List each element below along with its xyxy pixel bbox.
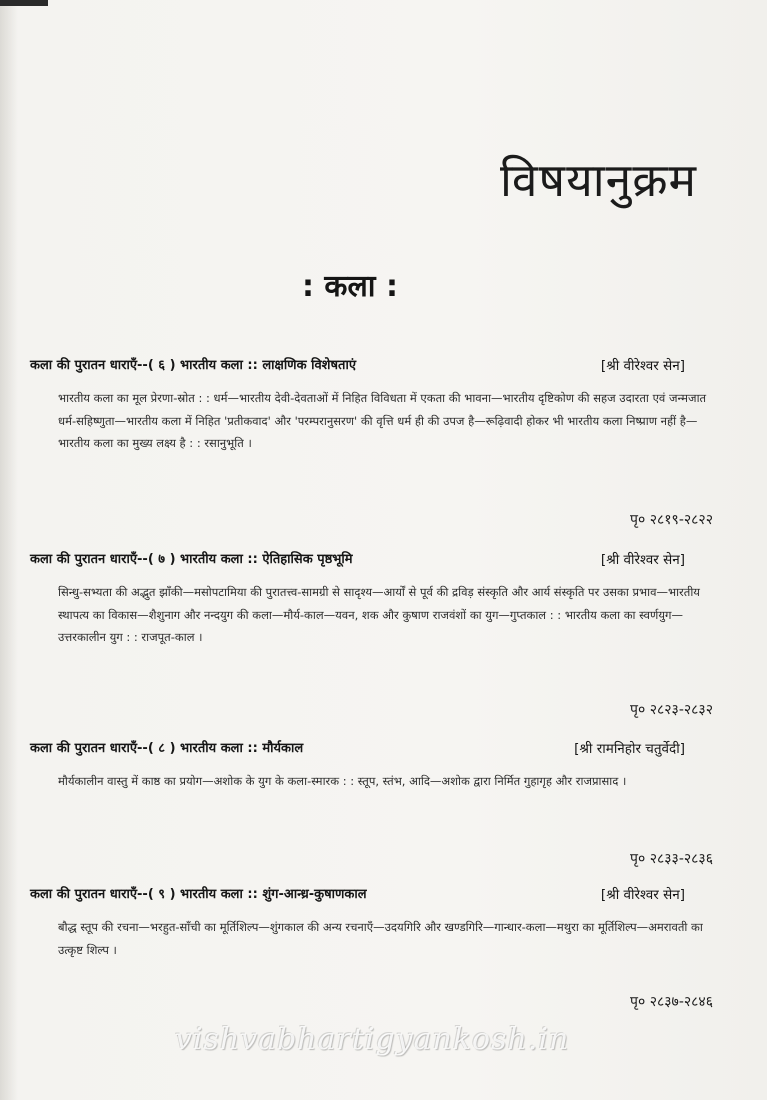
- entry-header: [30, 547, 730, 573]
- toc-entry: [30, 882, 730, 961]
- entry-pages: पृ० २८३३-२८३६: [630, 851, 713, 867]
- toc-entry: [30, 353, 730, 455]
- entry-pages: पृ० २८२३-२८३२: [630, 702, 713, 718]
- entry-author: [श्री वीरेश्वर सेन]: [600, 887, 685, 903]
- entry-header: [30, 882, 730, 908]
- toc-entry: [30, 547, 730, 649]
- entry-title: कला की पुरातन धाराएँ--( ८ ) भारतीय कला :: मौर्यकाल: [30, 741, 304, 756]
- corner-mark: [0, 0, 48, 6]
- entry-author: [श्री वीरेश्वर सेन]: [600, 358, 685, 374]
- entry-header: [30, 353, 730, 379]
- page-heading: विषयानुक्रम: [500, 153, 698, 207]
- entry-title: कला की पुरातन धाराएँ--( ७ ) भारतीय कला :: ऐतिहासिक पृष्ठभूमि: [30, 552, 353, 567]
- entry-author: [श्री वीरेश्वर सेन]: [600, 552, 685, 568]
- entry-pages: पृ० २८३७-२८४६: [630, 994, 713, 1010]
- entry-summary: बौद्ध स्तूप की रचना—भरहुत-साँची का मूर्तिशिल्प—शुंगकाल की अन्य रचनाएँ—उदयगिरि और खण्डगिरि—गान्धार-कला—मथुरा का मूर्तिशिल्प—अमरावती का उत्कृष्ट शिल्प ।: [58, 920, 703, 957]
- entry-title: कला की पुरातन धाराएँ--( ९ ) भारतीय कला :: शुंग-आन्ध्र-कुषाणकाल: [30, 887, 367, 902]
- entry-pages: पृ० २८१९-२८२२: [630, 512, 713, 528]
- entry-summary: भारतीय कला का मूल प्रेरणा-स्रोत : : धर्म—भारतीय देवी-देवताओं में निहित विविधता में एकता की भावना—भारतीय दृष्टिकोण की सहज उदारता एवं जन्मजात धर्म-सहिष्णुता—भारतीय कला में निहित 'प्रतीकवाद' और 'परम्परानुसरण' की वृत्ति धर्म ही की उपज है—रूढ़िवादी होकर भी भारतीय कला निष्प्राण नहीं है—भारतीय कला का मुख्य लक्ष्य है : : रसानुभूति ।: [58, 391, 707, 450]
- entry-summary: मौर्यकालीन वास्तु में काष्ठ का प्रयोग—अशोक के युग के कला-स्मारक : : स्तूप, स्तंभ, आदि—अशोक द्वारा निर्मित गुहागृह और राजप्रासाद ।: [58, 774, 627, 788]
- entry-author: [श्री रामनिहोर चतुर्वेदी]: [574, 741, 685, 757]
- toc-entry: [30, 736, 730, 793]
- entry-title: कला की पुरातन धाराएँ--( ६ ) भारतीय कला :: लाक्षणिक विशेषताएं: [30, 358, 357, 373]
- entry-summary: सिन्धु-सभ्यता की अद्भुत झाँकी—मसोपटामिया की पुरातत्त्व-सामग्री से सादृश्य—आर्यों से पूर्व की द्रविड़ संस्कृति और आर्य संस्कृति पर उसका प्रभाव—भारतीय स्थापत्य का विकास—शैशुनाग और नन्दयुग की कला—मौर्य-काल—यवन, शक और कुषाण राजवंशों का युग—गुप्तकाल : : भारतीय कला का स्वर्णयुग—उत्तरकालीन युग : : राजपूत-काल ।: [58, 585, 700, 644]
- section-title: : कला :: [301, 269, 399, 304]
- entry-header: [30, 736, 730, 762]
- watermark: vishvabhartigyankosh.in: [175, 1022, 570, 1057]
